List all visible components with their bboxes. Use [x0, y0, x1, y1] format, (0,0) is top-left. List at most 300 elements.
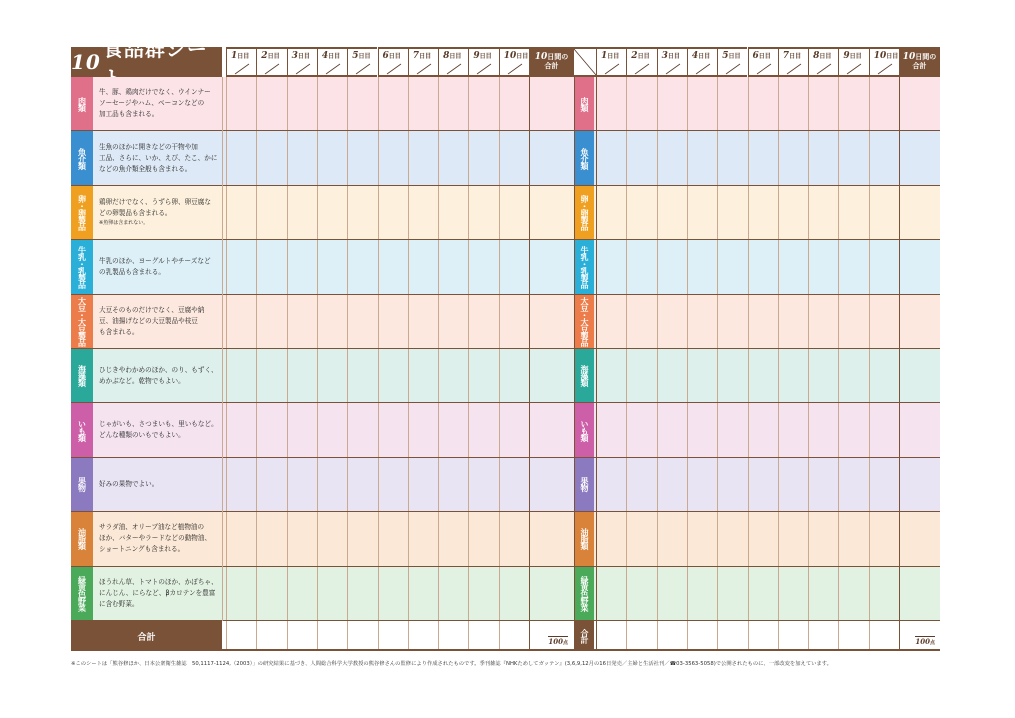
day-cell[interactable] — [317, 403, 347, 456]
day-cell[interactable] — [226, 458, 256, 511]
day-cell[interactable] — [838, 567, 868, 620]
right-day-header-8 — [808, 47, 838, 77]
day-cell[interactable] — [778, 186, 808, 239]
total-cell[interactable] — [529, 77, 574, 130]
day-cell[interactable] — [287, 567, 317, 620]
day-cell[interactable] — [596, 458, 626, 511]
day-cell[interactable] — [226, 349, 256, 402]
total-cell[interactable] — [529, 403, 574, 456]
day-cell[interactable] — [808, 512, 838, 565]
day-cell[interactable] — [838, 131, 868, 184]
total-day-cell[interactable] — [596, 621, 626, 649]
day-cell[interactable] — [256, 458, 286, 511]
day-cell[interactable] — [317, 349, 347, 402]
day-cell[interactable] — [687, 512, 717, 565]
day-cell[interactable] — [408, 403, 438, 456]
day-cell[interactable] — [378, 295, 408, 348]
grand-total-cell[interactable] — [529, 621, 574, 649]
day-number: 6日目 — [382, 51, 401, 61]
day-cell[interactable] — [256, 349, 286, 402]
day-cell[interactable] — [468, 186, 498, 239]
day-cell[interactable] — [499, 77, 529, 130]
day-cell[interactable] — [838, 403, 868, 456]
day-cell[interactable] — [748, 186, 778, 239]
day-cell[interactable] — [438, 512, 468, 565]
day-cell[interactable] — [687, 567, 717, 620]
day-cell[interactable] — [499, 512, 529, 565]
food-group-description: 好みの果物でよい。 — [99, 479, 159, 488]
day-cell[interactable] — [657, 77, 687, 130]
day-cell[interactable] — [499, 458, 529, 511]
total-day-cell[interactable] — [838, 621, 868, 649]
day-cell[interactable] — [438, 567, 468, 620]
day-cell[interactable] — [317, 186, 347, 239]
slash-mark — [507, 63, 523, 75]
day-cell[interactable] — [778, 567, 808, 620]
day-number: 4日目 — [321, 51, 341, 61]
food-group-tag: 卵・卵製品 — [71, 186, 93, 239]
day-cell[interactable] — [347, 567, 377, 620]
day-cell[interactable] — [438, 131, 468, 184]
day-cell[interactable] — [378, 512, 408, 565]
day-cell[interactable] — [808, 240, 838, 293]
food-group-description: 大豆そのものだけでなく、豆腐や納 豆、油揚げなどの大豆製品や枝豆 も含まれる。 — [99, 305, 205, 336]
day-cell[interactable] — [717, 186, 747, 239]
day-cell[interactable] — [378, 458, 408, 511]
left-day-header-1 — [226, 47, 256, 77]
day-cell[interactable] — [378, 403, 408, 456]
day-cell[interactable] — [838, 349, 868, 402]
day-cell[interactable] — [717, 512, 747, 565]
day-cell[interactable] — [256, 186, 286, 239]
total-day-cell[interactable] — [808, 621, 838, 649]
total-cell[interactable] — [899, 77, 940, 130]
day-cell[interactable] — [287, 131, 317, 184]
total-cell[interactable] — [899, 458, 940, 511]
day-cell[interactable] — [657, 403, 687, 456]
day-cell[interactable] — [596, 349, 626, 402]
day-cell[interactable] — [657, 567, 687, 620]
day-cell[interactable] — [869, 458, 899, 511]
total-day-cell[interactable] — [438, 621, 468, 649]
day-cell[interactable] — [317, 512, 347, 565]
slash-mark — [695, 63, 711, 75]
day-cell[interactable] — [808, 349, 838, 402]
total-day-cell[interactable] — [347, 621, 377, 649]
day-cell[interactable] — [748, 131, 778, 184]
slash-mark — [295, 63, 311, 75]
total-cell[interactable] — [529, 458, 574, 511]
day-cell[interactable] — [287, 77, 317, 130]
day-cell[interactable] — [657, 240, 687, 293]
day-cell[interactable] — [317, 240, 347, 293]
day-cell[interactable] — [869, 240, 899, 293]
day-cell[interactable] — [748, 77, 778, 130]
right-day-header-2 — [626, 47, 656, 77]
total-cell[interactable] — [899, 403, 940, 456]
day-number: 8日目 — [813, 51, 832, 61]
day-cell[interactable] — [499, 567, 529, 620]
day-cell[interactable] — [626, 349, 656, 402]
day-cell[interactable] — [748, 349, 778, 402]
day-cell[interactable] — [717, 131, 747, 184]
day-cell[interactable] — [808, 295, 838, 348]
day-cell[interactable] — [408, 567, 438, 620]
day-cell[interactable] — [748, 295, 778, 348]
day-cell[interactable] — [838, 77, 868, 130]
day-cell[interactable] — [317, 567, 347, 620]
day-cell[interactable] — [317, 458, 347, 511]
food-group-description: 牛乳のほか、ヨーグルトやチーズなど の乳製品も含まれる。 — [99, 256, 211, 276]
day-cell[interactable] — [468, 349, 498, 402]
day-number: 6日目 — [752, 51, 771, 61]
day-cell[interactable] — [778, 512, 808, 565]
day-cell[interactable] — [626, 512, 656, 565]
day-cell[interactable] — [596, 186, 626, 239]
day-cell[interactable] — [626, 240, 656, 293]
total-row — [71, 621, 940, 651]
day-cell[interactable] — [408, 349, 438, 402]
day-cell[interactable] — [626, 77, 656, 130]
day-cell[interactable] — [869, 512, 899, 565]
day-cell[interactable] — [438, 458, 468, 511]
day-cell[interactable] — [468, 77, 498, 130]
total-day-cell[interactable] — [499, 621, 529, 649]
day-cell[interactable] — [256, 295, 286, 348]
day-cell[interactable] — [687, 349, 717, 402]
day-cell[interactable] — [748, 458, 778, 511]
day-cell[interactable] — [468, 458, 498, 511]
day-number: 3日目 — [661, 51, 680, 61]
corner-diagonal-cell — [574, 47, 596, 77]
total-cell[interactable] — [899, 295, 940, 348]
right-day-header-6 — [748, 47, 778, 77]
day-cell[interactable] — [717, 349, 747, 402]
day-cell[interactable] — [408, 295, 438, 348]
day-cell[interactable] — [468, 403, 498, 456]
total-day-cell[interactable] — [869, 621, 899, 649]
food-group-tag-mini: 魚介類 — [575, 131, 594, 184]
right-day-header-1 — [596, 47, 626, 77]
day-cell[interactable] — [378, 186, 408, 239]
day-cell[interactable] — [596, 295, 626, 348]
day-cell[interactable] — [499, 295, 529, 348]
total-cell[interactable] — [529, 567, 574, 620]
day-cell[interactable] — [438, 186, 468, 239]
day-cell[interactable] — [808, 186, 838, 239]
day-cell[interactable] — [287, 240, 317, 293]
total-day-cell[interactable] — [748, 621, 778, 649]
slash-mark — [756, 63, 772, 75]
day-cell[interactable] — [256, 567, 286, 620]
total-day-cell[interactable] — [687, 621, 717, 649]
day-cell[interactable] — [596, 403, 626, 456]
day-cell[interactable] — [717, 295, 747, 348]
slash-mark — [665, 63, 681, 75]
column-separator — [574, 77, 575, 651]
day-cell[interactable] — [468, 512, 498, 565]
day-cell[interactable] — [226, 240, 256, 293]
day-cell[interactable] — [838, 240, 868, 293]
total-cell[interactable] — [899, 349, 940, 402]
slash-mark — [234, 63, 250, 75]
grand-total-cell[interactable] — [899, 621, 940, 649]
day-cell[interactable] — [287, 349, 317, 402]
left-total-header: 10日間の 合計 — [529, 47, 574, 77]
day-cell[interactable] — [378, 349, 408, 402]
day-cell[interactable] — [869, 403, 899, 456]
day-cell[interactable] — [408, 512, 438, 565]
total-day-cell[interactable] — [717, 621, 747, 649]
day-cell[interactable] — [869, 295, 899, 348]
day-cell[interactable] — [869, 131, 899, 184]
total-day-cell[interactable] — [626, 621, 656, 649]
day-cell[interactable] — [778, 349, 808, 402]
day-cell[interactable] — [256, 512, 286, 565]
day-cell[interactable] — [226, 512, 256, 565]
day-cell[interactable] — [347, 403, 377, 456]
total-cell[interactable] — [899, 240, 940, 293]
day-cell[interactable] — [287, 295, 317, 348]
day-cell[interactable] — [808, 458, 838, 511]
day-cell[interactable] — [438, 403, 468, 456]
day-cell[interactable] — [808, 403, 838, 456]
slash-mark — [604, 63, 620, 75]
day-cell[interactable] — [438, 77, 468, 130]
left-day-header-4 — [317, 47, 347, 77]
day-cell[interactable] — [687, 240, 717, 293]
food-group-tag: いも類 — [71, 403, 93, 456]
day-cell[interactable] — [347, 349, 377, 402]
day-cell[interactable] — [869, 567, 899, 620]
day-cell[interactable] — [626, 567, 656, 620]
day-cell[interactable] — [596, 512, 626, 565]
day-cell[interactable] — [378, 240, 408, 293]
day-cell[interactable] — [226, 403, 256, 456]
total-day-cell[interactable] — [408, 621, 438, 649]
day-cell[interactable] — [347, 186, 377, 239]
day-cell[interactable] — [347, 77, 377, 130]
day-cell[interactable] — [317, 131, 347, 184]
day-cell[interactable] — [499, 131, 529, 184]
day-cell[interactable] — [596, 567, 626, 620]
day-cell[interactable] — [468, 240, 498, 293]
day-cell[interactable] — [838, 512, 868, 565]
day-cell[interactable] — [438, 349, 468, 402]
day-cell[interactable] — [226, 77, 256, 130]
day-cell[interactable] — [717, 77, 747, 130]
day-cell[interactable] — [226, 567, 256, 620]
food-group-tag: 海藻類 — [71, 349, 93, 402]
day-cell[interactable] — [347, 458, 377, 511]
column-separator — [899, 77, 900, 651]
total-cell[interactable] — [899, 186, 940, 239]
day-cell[interactable] — [256, 77, 286, 130]
day-cell[interactable] — [748, 240, 778, 293]
total-cell[interactable] — [529, 295, 574, 348]
slash-mark — [446, 63, 462, 75]
day-cell[interactable] — [408, 131, 438, 184]
day-cell[interactable] — [748, 567, 778, 620]
day-cell[interactable] — [717, 403, 747, 456]
total-day-cell[interactable] — [226, 621, 256, 649]
day-cell[interactable] — [778, 77, 808, 130]
total-cell[interactable] — [529, 349, 574, 402]
right-day-header-5 — [717, 47, 747, 77]
max-points-label: 100点 — [915, 637, 935, 646]
day-cell[interactable] — [687, 295, 717, 348]
day-cell[interactable] — [378, 131, 408, 184]
total-cell[interactable] — [899, 567, 940, 620]
slash-mark — [846, 63, 862, 75]
day-cell[interactable] — [287, 186, 317, 239]
total-cell[interactable] — [899, 131, 940, 184]
day-cell[interactable] — [499, 240, 529, 293]
day-cell[interactable] — [657, 458, 687, 511]
total-day-cell[interactable] — [317, 621, 347, 649]
day-cell[interactable] — [808, 567, 838, 620]
total-cell[interactable] — [529, 512, 574, 565]
day-cell[interactable] — [838, 458, 868, 511]
right-day-header-4 — [687, 47, 717, 77]
day-number: 5日目 — [722, 51, 741, 61]
total-day-cell[interactable] — [378, 621, 408, 649]
day-cell[interactable] — [869, 186, 899, 239]
day-cell[interactable] — [378, 77, 408, 130]
day-cell[interactable] — [378, 567, 408, 620]
total-day-cell[interactable] — [778, 621, 808, 649]
slash-mark — [816, 63, 832, 75]
day-cell[interactable] — [226, 295, 256, 348]
day-cell[interactable] — [717, 458, 747, 511]
day-cell[interactable] — [317, 295, 347, 348]
day-cell[interactable] — [717, 567, 747, 620]
day-cell[interactable] — [287, 403, 317, 456]
food-group-tag-mini: 緑黄色野菜 — [575, 567, 594, 620]
day-cell[interactable] — [596, 240, 626, 293]
food-group-tag-mini: 海藻類 — [575, 349, 594, 402]
day-cell[interactable] — [438, 240, 468, 293]
total-cell[interactable] — [529, 186, 574, 239]
day-cell[interactable] — [657, 186, 687, 239]
day-cell[interactable] — [869, 349, 899, 402]
food-group-tag: 魚介類 — [71, 131, 93, 184]
day-cell[interactable] — [687, 77, 717, 130]
day-number: 4日目 — [691, 51, 711, 61]
day-number: 5日目 — [352, 51, 371, 61]
total-cell[interactable] — [529, 131, 574, 184]
day-cell[interactable] — [748, 512, 778, 565]
day-cell[interactable] — [778, 240, 808, 293]
day-cell[interactable] — [347, 512, 377, 565]
day-cell[interactable] — [499, 186, 529, 239]
day-cell[interactable] — [468, 131, 498, 184]
day-cell[interactable] — [468, 295, 498, 348]
title-separator — [222, 77, 223, 621]
day-cell[interactable] — [408, 186, 438, 239]
day-cell[interactable] — [657, 131, 687, 184]
day-cell[interactable] — [499, 349, 529, 402]
day-cell[interactable] — [778, 131, 808, 184]
day-cell[interactable] — [317, 77, 347, 130]
day-number: 7日目 — [412, 51, 432, 61]
food-group-description: 牛、豚、鶏肉だけでなく、ウインナー ソーセージやハム、ベーコンなどの 加工品も含まれる。 — [99, 88, 211, 119]
day-cell[interactable] — [408, 77, 438, 130]
day-cell[interactable] — [468, 567, 498, 620]
day-cell[interactable] — [256, 403, 286, 456]
day-cell[interactable] — [869, 77, 899, 130]
day-cell[interactable] — [226, 186, 256, 239]
column-separator — [596, 77, 597, 651]
total-day-cell[interactable] — [256, 621, 286, 649]
total-cell[interactable] — [529, 240, 574, 293]
day-cell[interactable] — [408, 458, 438, 511]
day-cell[interactable] — [347, 131, 377, 184]
day-cell[interactable] — [226, 131, 256, 184]
day-cell[interactable] — [626, 295, 656, 348]
day-number: 9日目 — [473, 51, 492, 61]
left-day-header-3 — [287, 47, 317, 77]
day-cell[interactable] — [626, 403, 656, 456]
total-day-cell[interactable] — [657, 621, 687, 649]
day-cell[interactable] — [687, 403, 717, 456]
day-cell[interactable] — [499, 403, 529, 456]
food-group-description: 生魚のほかに開きなどの干物や加 工品、さらに、いか、えび、たこ、かに などの魚介類全般も含まれる。 — [99, 142, 218, 173]
day-cell[interactable] — [287, 458, 317, 511]
day-number: 9日目 — [843, 51, 862, 61]
day-cell[interactable] — [408, 240, 438, 293]
day-cell[interactable] — [596, 77, 626, 130]
day-cell[interactable] — [717, 240, 747, 293]
day-cell[interactable] — [256, 240, 286, 293]
day-cell[interactable] — [256, 131, 286, 184]
total-cell[interactable] — [899, 512, 940, 565]
day-cell[interactable] — [657, 512, 687, 565]
day-cell[interactable] — [438, 295, 468, 348]
day-cell[interactable] — [778, 403, 808, 456]
day-cell[interactable] — [347, 240, 377, 293]
food-group-row — [71, 295, 940, 349]
day-cell[interactable] — [687, 131, 717, 184]
day-cell[interactable] — [347, 295, 377, 348]
day-number: 8日目 — [443, 51, 462, 61]
day-cell[interactable] — [596, 131, 626, 184]
day-cell[interactable] — [687, 186, 717, 239]
food-group-tag-mini: 油脂類 — [575, 512, 594, 565]
day-cell[interactable] — [748, 403, 778, 456]
day-cell[interactable] — [626, 186, 656, 239]
food-group-tag: 大豆・大豆製品 — [71, 295, 93, 348]
day-cell[interactable] — [808, 77, 838, 130]
day-cell[interactable] — [778, 458, 808, 511]
day-cell[interactable] — [657, 295, 687, 348]
slash-mark — [786, 63, 802, 75]
right-day-header-7 — [778, 47, 808, 77]
total-day-cell[interactable] — [287, 621, 317, 649]
day-cell[interactable] — [808, 131, 838, 184]
day-cell[interactable] — [778, 295, 808, 348]
day-cell[interactable] — [626, 458, 656, 511]
day-cell[interactable] — [687, 458, 717, 511]
day-cell[interactable] — [838, 295, 868, 348]
slash-mark — [325, 63, 341, 75]
day-cell[interactable] — [657, 349, 687, 402]
day-cell[interactable] — [838, 186, 868, 239]
left-day-header-8 — [438, 47, 468, 77]
total-day-cell[interactable] — [468, 621, 498, 649]
day-cell[interactable] — [626, 131, 656, 184]
day-cell[interactable] — [287, 512, 317, 565]
